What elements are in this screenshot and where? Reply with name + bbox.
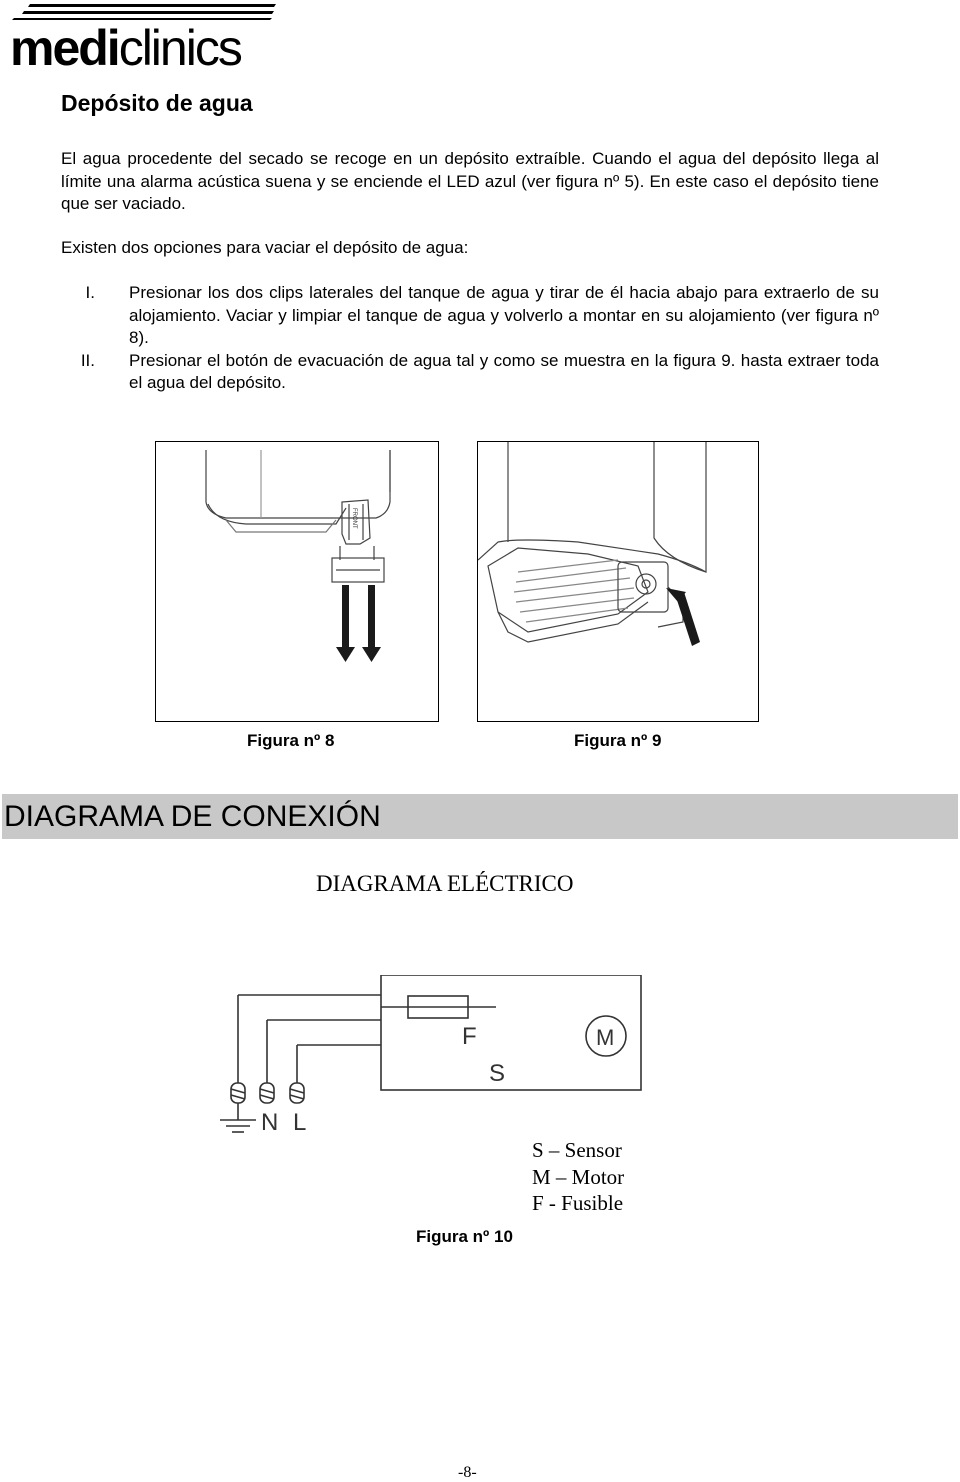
brand-logo <box>0 0 280 80</box>
page-number: -8- <box>458 1464 477 1481</box>
motor-label: M <box>596 1025 615 1050</box>
legend-sensor: S – Sensor <box>532 1138 622 1162</box>
front-label: FRONT <box>351 508 357 529</box>
diagram-subtitle: DIAGRAMA ELÉCTRICO <box>316 871 574 896</box>
neutral-label: N <box>261 1109 279 1136</box>
options-list <box>61 282 879 395</box>
list-item-text: Presionar los dos clips laterales del tanque de agua y tirar de él hacia abajo para extraerlo de su alojamiento. Vaciar y limpiar el tanque de agua y volverlo a montar en su alojamiento (ver figura nº 8). <box>129 283 879 347</box>
figure-9-illustration <box>477 441 759 722</box>
list-item-text: Presionar el botón de evacuación de agua tal y como se muestra en la figura 9. hasta extraer toda el agua del depósito. <box>129 350 879 392</box>
figure-8-caption: Figura nº 8 <box>247 731 335 750</box>
figure-8-illustration <box>155 441 439 722</box>
ground-symbol <box>220 1103 256 1132</box>
list-item <box>61 282 879 350</box>
fuse-label: F <box>462 1023 477 1050</box>
banner-title: DIAGRAMA DE CONEXIÓN <box>4 800 381 833</box>
electrical-diagram <box>210 975 690 1150</box>
list-item <box>61 350 879 395</box>
paragraph-intro: El agua procedente del secado se recoge en un depósito extraíble. Cuando el agua del depósito llega al límite una alarma acústica suena y se enciende el LED azul (ver figura nº 5). En este caso el depósito tiene que ser vaciado. <box>61 149 879 213</box>
line-label: L <box>293 1109 307 1136</box>
figure-9-caption: Figura nº 9 <box>574 731 662 750</box>
terminal-symbols <box>231 1083 304 1103</box>
sensor-label: S <box>489 1060 506 1087</box>
logo-wordmark <box>10 18 241 78</box>
figure-10-caption: Figura nº 10 <box>416 1227 513 1246</box>
diagram-legend <box>532 1137 624 1217</box>
paragraph-options-intro: Existen dos opciones para vaciar el depósito de agua: <box>61 238 469 257</box>
logo-medi: medi <box>10 20 119 76</box>
logo-clinics: clinics <box>118 20 241 76</box>
legend-motor: M – Motor <box>532 1164 625 1189</box>
push-arrow <box>666 588 700 646</box>
section-title: Depósito de agua <box>61 90 253 116</box>
list-item-number: I. <box>85 283 95 302</box>
legend-fuse: F - Fusible <box>532 1191 624 1215</box>
down-arrows <box>336 585 381 662</box>
list-item-number: II. <box>80 350 95 370</box>
